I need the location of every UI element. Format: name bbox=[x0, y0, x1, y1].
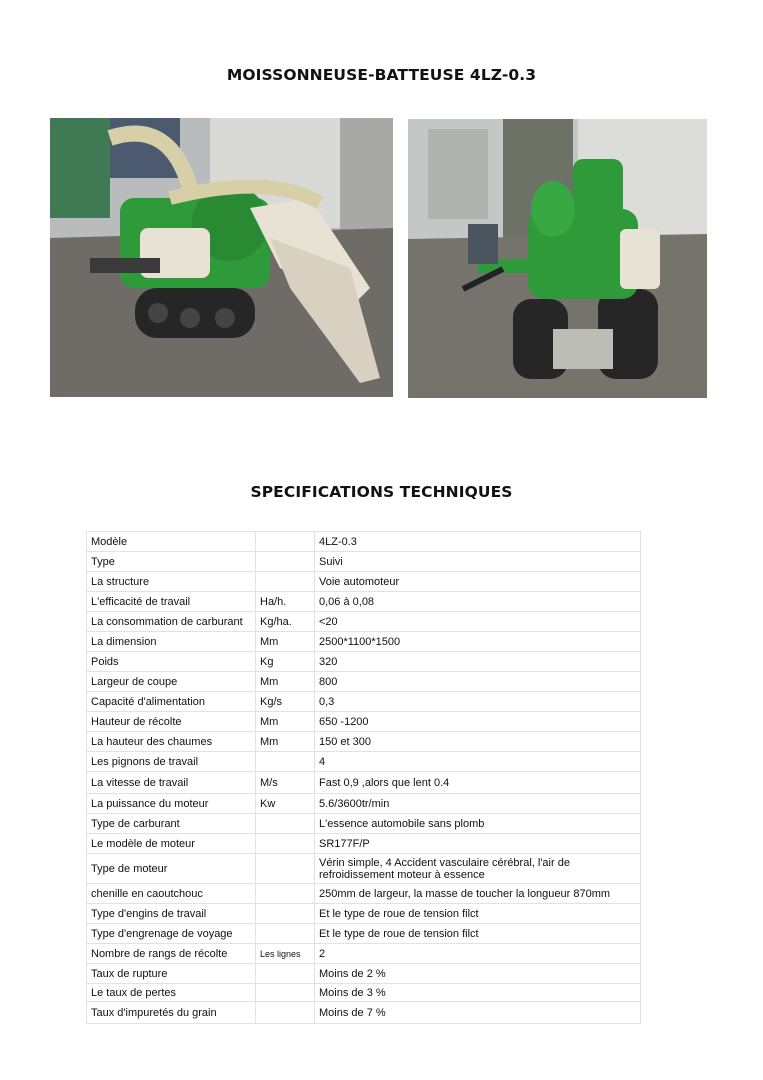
table-row bbox=[87, 944, 641, 964]
spec-unit: Mm bbox=[256, 732, 315, 752]
spec-value: Moins de 7 % bbox=[315, 1002, 641, 1024]
spec-unit bbox=[256, 834, 315, 854]
spec-label: Taux d'impuretés du grain bbox=[87, 1002, 256, 1024]
spec-label: Type d'engins de travail bbox=[87, 904, 256, 924]
spec-unit bbox=[256, 904, 315, 924]
spec-value: Moins de 2 % bbox=[315, 964, 641, 984]
spec-label: Le modèle de moteur bbox=[87, 834, 256, 854]
spec-unit: Kg/s bbox=[256, 692, 315, 712]
table-row bbox=[87, 652, 641, 672]
table-row bbox=[87, 572, 641, 592]
spec-unit: Mm bbox=[256, 712, 315, 732]
table-row bbox=[87, 884, 641, 904]
spec-label: La structure bbox=[87, 572, 256, 592]
spec-label: L'efficacité de travail bbox=[87, 592, 256, 612]
spec-value: 800 bbox=[315, 672, 641, 692]
table-row bbox=[87, 552, 641, 572]
spec-unit: Mm bbox=[256, 632, 315, 652]
spec-unit: Ha/h. bbox=[256, 592, 315, 612]
table-row bbox=[87, 752, 641, 772]
spec-unit bbox=[256, 1002, 315, 1024]
spec-value: 0,3 bbox=[315, 692, 641, 712]
table-row bbox=[87, 904, 641, 924]
spec-unit bbox=[256, 572, 315, 592]
table-row bbox=[87, 672, 641, 692]
table-row bbox=[87, 632, 641, 652]
table-row bbox=[87, 612, 641, 632]
harvester-front-photo bbox=[408, 119, 707, 398]
spec-label: La consommation de carburant bbox=[87, 612, 256, 632]
spec-unit: M/s bbox=[256, 772, 315, 794]
spec-unit: Les lignes bbox=[256, 944, 315, 964]
harvester-side-photo bbox=[50, 118, 393, 397]
spec-value: 150 et 300 bbox=[315, 732, 641, 752]
spec-value: Vérin simple, 4 Accident vasculaire cérébral, l'air de refroidissement moteur à essence bbox=[315, 854, 641, 884]
spec-label: La vitesse de travail bbox=[87, 772, 256, 794]
spec-value: Et le type de roue de tension filct bbox=[315, 924, 641, 944]
spec-unit bbox=[256, 552, 315, 572]
spec-label: Poids bbox=[87, 652, 256, 672]
spec-label: Type d'engrenage de voyage bbox=[87, 924, 256, 944]
spec-label: Les pignons de travail bbox=[87, 752, 256, 772]
spec-value: 5.6/3600tr/min bbox=[315, 794, 641, 814]
spec-label: Largeur de coupe bbox=[87, 672, 256, 692]
table-row bbox=[87, 964, 641, 984]
spec-label: Type de carburant bbox=[87, 814, 256, 834]
spec-unit: Kg bbox=[256, 652, 315, 672]
spec-value: Moins de 3 % bbox=[315, 984, 641, 1002]
table-row bbox=[87, 794, 641, 814]
spec-label: La hauteur des chaumes bbox=[87, 732, 256, 752]
spec-label: Modèle bbox=[87, 532, 256, 552]
spec-unit bbox=[256, 884, 315, 904]
spec-value: 2500*1100*1500 bbox=[315, 632, 641, 652]
table-row bbox=[87, 814, 641, 834]
spec-value: 2 bbox=[315, 944, 641, 964]
spec-unit bbox=[256, 752, 315, 772]
spec-value: 650 -1200 bbox=[315, 712, 641, 732]
page-title: MOISSONNEUSE-BATTEUSE 4LZ-0.3 bbox=[226, 66, 537, 84]
spec-unit bbox=[256, 854, 315, 884]
spec-value: Et le type de roue de tension filct bbox=[315, 904, 641, 924]
spec-label: Le taux de pertes bbox=[87, 984, 256, 1002]
table-row bbox=[87, 692, 641, 712]
table-row bbox=[87, 854, 641, 884]
table-row bbox=[87, 532, 641, 552]
table-row bbox=[87, 1002, 641, 1024]
table-row bbox=[87, 592, 641, 612]
spec-value: Suivi bbox=[315, 552, 641, 572]
section-title: SPECIFICATIONS TECHNIQUES bbox=[250, 483, 513, 501]
spec-value: SR177F/P bbox=[315, 834, 641, 854]
spec-value: L'essence automobile sans plomb bbox=[315, 814, 641, 834]
spec-value: 320 bbox=[315, 652, 641, 672]
spec-label: chenille en caoutchouc bbox=[87, 884, 256, 904]
spec-label: Type bbox=[87, 552, 256, 572]
spec-unit: Kg/ha. bbox=[256, 612, 315, 632]
spec-unit bbox=[256, 814, 315, 834]
spec-unit bbox=[256, 984, 315, 1002]
spec-label: Hauteur de récolte bbox=[87, 712, 256, 732]
table-row bbox=[87, 712, 641, 732]
specifications-table bbox=[86, 531, 641, 1024]
spec-value: 0,06 à 0,08 bbox=[315, 592, 641, 612]
table-row bbox=[87, 772, 641, 794]
spec-label: Taux de rupture bbox=[87, 964, 256, 984]
table-row bbox=[87, 924, 641, 944]
spec-value: Fast 0,9 ,alors que lent 0.4 bbox=[315, 772, 641, 794]
spec-unit bbox=[256, 532, 315, 552]
spec-value: <20 bbox=[315, 612, 641, 632]
spec-value: 4LZ-0.3 bbox=[315, 532, 641, 552]
spec-value: 4 bbox=[315, 752, 641, 772]
table-row bbox=[87, 834, 641, 854]
spec-label: Capacité d'alimentation bbox=[87, 692, 256, 712]
spec-unit bbox=[256, 924, 315, 944]
spec-label: Nombre de rangs de récolte bbox=[87, 944, 256, 964]
spec-label: La puissance du moteur bbox=[87, 794, 256, 814]
spec-unit bbox=[256, 964, 315, 984]
spec-unit: Mm bbox=[256, 672, 315, 692]
spec-value: Voie automoteur bbox=[315, 572, 641, 592]
spec-unit: Kw bbox=[256, 794, 315, 814]
table-row bbox=[87, 732, 641, 752]
spec-value: 250mm de largeur, la masse de toucher la longueur 870mm bbox=[315, 884, 641, 904]
spec-label: La dimension bbox=[87, 632, 256, 652]
spec-label: Type de moteur bbox=[87, 854, 256, 884]
table-row bbox=[87, 984, 641, 1002]
